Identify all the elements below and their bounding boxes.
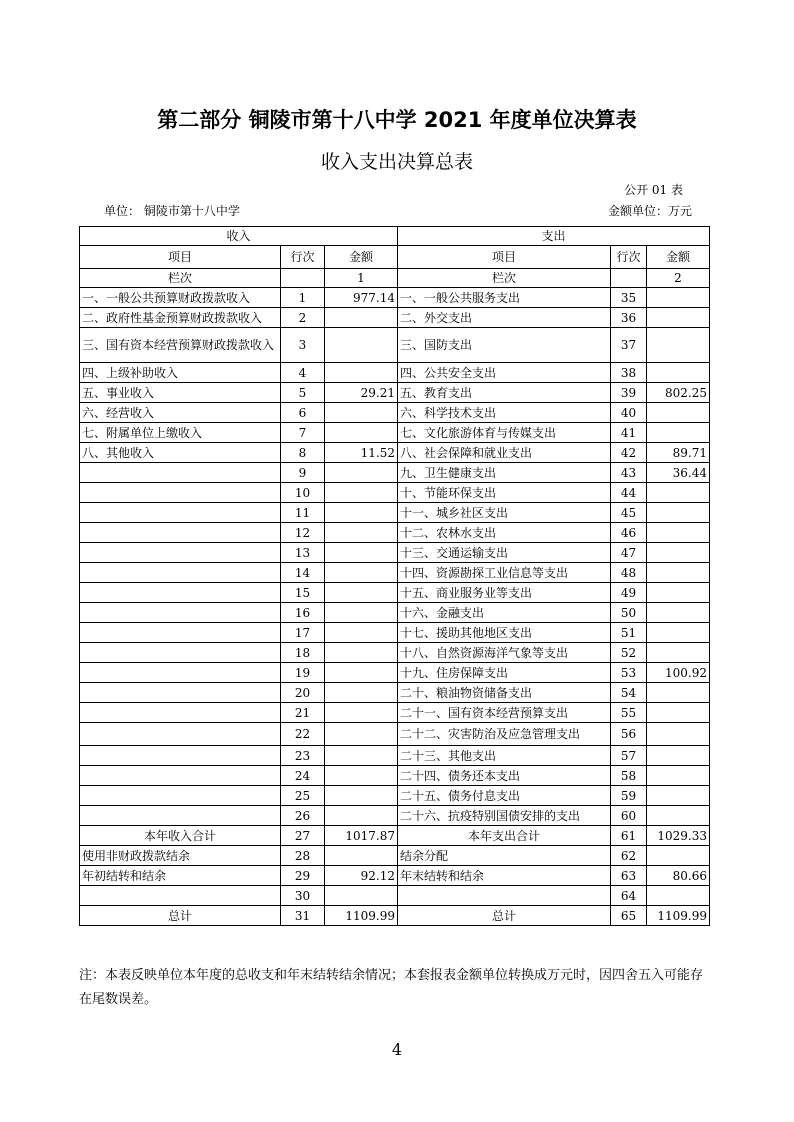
expense-row-no-cell: 39 [611,383,647,403]
expense-row-no-cell: 36 [611,308,647,328]
table-row [80,543,710,563]
income-amount-header: 金额 [325,246,398,269]
income-row-no-cell: 10 [281,483,325,503]
income-amount-cell [325,363,398,383]
expense-item-cell: 二十、粮油物资储备支出 [398,683,611,703]
expense-row-no-cell: 37 [611,328,647,363]
income-amount-cell [325,683,398,703]
expense-amount-cell [647,423,710,443]
income-amount-cell [325,503,398,523]
expense-amount-cell [647,766,710,786]
expense-row-no-cell: 57 [611,746,647,766]
expense-item-cell: 本年支出合计 [398,826,611,846]
income-item-cell: 年初结转和结余 [80,866,281,886]
expense-row-no-cell: 49 [611,583,647,603]
income-item-cell [80,503,281,523]
expense-amount-cell [647,523,710,543]
expense-item-cell: 十三、交通运输支出 [398,543,611,563]
expense-lanci-empty [611,269,647,288]
income-amount-cell [325,663,398,683]
expense-amount-cell: 802.25 [647,383,710,403]
income-amount-cell [325,643,398,663]
income-row-no-cell: 9 [281,463,325,483]
income-item-cell [80,723,281,746]
income-row-no-cell: 13 [281,543,325,563]
expense-amount-cell [647,683,710,703]
income-amount-cell [325,563,398,583]
table-row [80,443,710,463]
expense-row-no-cell: 47 [611,543,647,563]
expense-item-cell: 七、文化旅游体育与传媒支出 [398,423,611,443]
income-header: 收入 [80,227,398,246]
income-amount-cell [325,328,398,363]
expense-row-no-cell: 54 [611,683,647,703]
income-item-cell [80,806,281,826]
expense-item-cell: 五、教育支出 [398,383,611,403]
income-row-no-cell: 3 [281,328,325,363]
table-row [80,723,710,746]
expense-row-no-cell: 43 [611,463,647,483]
income-expense-table [79,226,710,926]
expense-amount-cell [647,723,710,746]
expense-item-cell: 九、卫生健康支出 [398,463,611,483]
page-title: 第二部分 铜陵市第十八中学 2021 年度单位决算表 [157,108,637,132]
expense-amount-cell: 36.44 [647,463,710,483]
income-row-no-cell: 8 [281,443,325,463]
income-lanci-label: 栏次 [80,269,281,288]
income-item-cell [80,643,281,663]
expense-row-no-cell: 65 [611,906,647,926]
expense-amount-cell: 1029.33 [647,826,710,846]
expense-amount-cell [647,503,710,523]
expense-amount-cell [647,786,710,806]
income-row-no-cell: 27 [281,826,325,846]
income-amount-cell [325,723,398,746]
expense-item-cell: 十二、农林水支出 [398,523,611,543]
table-row [80,563,710,583]
expense-amount-cell [647,563,710,583]
expense-row-no-cell: 53 [611,663,647,683]
table-row [80,786,710,806]
table-row [80,583,710,603]
expense-item-cell [398,886,611,906]
table-row [80,663,710,683]
expense-amount-cell [647,328,710,363]
expense-amount-cell: 89.71 [647,443,710,463]
income-row-no-cell: 21 [281,703,325,723]
income-item-cell [80,623,281,643]
table-row [80,906,710,926]
amount-unit-label: 金额单位：万元 [607,204,692,218]
income-amount-cell: 92.12 [325,866,398,886]
expense-amount-cell [647,703,710,723]
expense-item-cell: 一、一般公共服务支出 [398,288,611,308]
expense-item-cell: 十六、金融支出 [398,603,611,623]
income-row-no-cell: 24 [281,766,325,786]
income-row-no-cell: 7 [281,423,325,443]
income-amount-cell [325,483,398,503]
table-row [80,383,710,403]
income-item-cell [80,886,281,906]
expense-item-cell: 结余分配 [398,846,611,866]
expense-item-cell: 二十五、债务付息支出 [398,786,611,806]
income-amount-cell [325,403,398,423]
expense-item-cell: 十八、自然资源海洋气象等支出 [398,643,611,663]
income-item-cell [80,603,281,623]
expense-amount-cell: 1109.99 [647,906,710,926]
income-item-cell [80,786,281,806]
expense-amount-cell [647,886,710,906]
expense-amount-cell [647,846,710,866]
expense-amount-cell [647,543,710,563]
income-amount-cell [325,703,398,723]
income-amount-cell [325,463,398,483]
expense-row-no-cell: 58 [611,766,647,786]
income-row-no-cell: 16 [281,603,325,623]
unit-label: 单位： 铜陵市第十八中学 [104,204,240,218]
income-amount-cell [325,623,398,643]
income-row-no-cell: 5 [281,383,325,403]
expense-item-cell: 二十二、灾害防治及应急管理支出 [398,723,611,746]
income-item-cell [80,683,281,703]
table-row [80,463,710,483]
income-amount-cell [325,806,398,826]
table-row [80,683,710,703]
expense-amount-header: 金额 [647,246,710,269]
income-row-no-cell: 26 [281,806,325,826]
income-amount-cell [325,543,398,563]
form-number: 公开 01 表 [624,183,683,197]
income-row-no-cell: 31 [281,906,325,926]
income-item-cell: 五、事业收入 [80,383,281,403]
expense-item-cell: 二、外交支出 [398,308,611,328]
expense-row-no-cell: 55 [611,703,647,723]
expense-item-cell: 二十六、抗疫特别国债安排的支出 [398,806,611,826]
expense-row-no-cell: 48 [611,563,647,583]
table-row [80,308,710,328]
expense-row-no-cell: 46 [611,523,647,543]
expense-amount-cell [647,623,710,643]
expense-item-cell: 总计 [398,906,611,926]
expense-amount-cell [647,308,710,328]
expense-row-no-cell: 52 [611,643,647,663]
table-row [80,423,710,443]
income-row-no-cell: 19 [281,663,325,683]
table-row [80,523,710,543]
income-amount-cell [325,886,398,906]
expense-item-cell: 二十一、国有资本经营预算支出 [398,703,611,723]
income-amount-cell [325,746,398,766]
table-row [80,846,710,866]
expense-row-no-cell: 35 [611,288,647,308]
expense-row-no-cell: 56 [611,723,647,746]
income-amount-cell: 977.14 [325,288,398,308]
income-row-no-cell: 2 [281,308,325,328]
expense-row-no-cell: 38 [611,363,647,383]
income-item-cell: 一、一般公共预算财政拨款收入 [80,288,281,308]
expense-row-no-header: 行次 [611,246,647,269]
table-row [80,703,710,723]
expense-amount-cell [647,483,710,503]
income-item-cell: 本年收入合计 [80,826,281,846]
income-row-no-cell: 28 [281,846,325,866]
income-item-cell: 六、经营收入 [80,403,281,423]
income-row-no-cell: 12 [281,523,325,543]
expense-row-no-cell: 42 [611,443,647,463]
expense-row-no-cell: 44 [611,483,647,503]
expense-row-no-cell: 50 [611,603,647,623]
expense-item-cell: 十五、商业服务业等支出 [398,583,611,603]
expense-amount-cell [647,643,710,663]
expense-row-no-cell: 51 [611,623,647,643]
expense-row-no-cell: 62 [611,846,647,866]
income-item-cell [80,746,281,766]
income-amount-cell: 1017.87 [325,826,398,846]
income-row-no-cell: 23 [281,746,325,766]
income-item-cell: 四、上级补助收入 [80,363,281,383]
expense-row-no-cell: 40 [611,403,647,423]
expense-item-cell: 六、科学技术支出 [398,403,611,423]
expense-item-cell: 年末结转和结余 [398,866,611,886]
income-item-cell [80,523,281,543]
income-amount-cell: 1109.99 [325,906,398,926]
income-item-cell: 七、附属单位上缴收入 [80,423,281,443]
expense-row-no-cell: 45 [611,503,647,523]
income-row-no-cell: 29 [281,866,325,886]
expense-row-no-cell: 61 [611,826,647,846]
expense-amount-cell [647,288,710,308]
footnote: 注：本表反映单位本年度的总收支和年末结转结余情况；本套报表金额单位转换成万元时，因四舍五入可能存在尾数误差。 [79,968,704,1007]
income-item-cell: 二、政府性基金预算财政拨款收入 [80,308,281,328]
expense-amount-cell [647,583,710,603]
table-row [80,623,710,643]
table-row [80,866,710,886]
expense-amount-cell [647,806,710,826]
expense-item-header: 项目 [398,246,611,269]
income-row-no-cell: 1 [281,288,325,308]
table-row [80,766,710,786]
income-row-no-header: 行次 [281,246,325,269]
expense-amount-cell [647,603,710,623]
income-lanci-empty [281,269,325,288]
expense-lanci-label: 栏次 [398,269,611,288]
expense-row-no-cell: 41 [611,423,647,443]
income-amount-cell [325,766,398,786]
income-item-cell [80,463,281,483]
income-item-cell: 使用非财政拨款结余 [80,846,281,866]
income-row-no-cell: 25 [281,786,325,806]
income-row-no-cell: 18 [281,643,325,663]
income-row-no-cell: 30 [281,886,325,906]
income-item-header: 项目 [80,246,281,269]
expense-amount-cell: 100.92 [647,663,710,683]
table-row [80,603,710,623]
expense-item-cell: 二十三、其他支出 [398,746,611,766]
expense-row-no-cell: 63 [611,866,647,886]
expense-item-cell: 二十四、债务还本支出 [398,766,611,786]
income-row-no-cell: 20 [281,683,325,703]
expense-item-cell: 十七、援助其他地区支出 [398,623,611,643]
table-row [80,643,710,663]
expense-item-cell: 四、公共安全支出 [398,363,611,383]
income-item-cell: 总计 [80,906,281,926]
expense-amount-cell [647,363,710,383]
income-amount-cell [325,523,398,543]
table-row [80,483,710,503]
income-item-cell: 八、其他收入 [80,443,281,463]
income-row-no-cell: 6 [281,403,325,423]
page-number: 4 [391,1040,403,1059]
table-row [80,746,710,766]
income-item-cell [80,766,281,786]
table-row [80,288,710,308]
expense-item-cell: 三、国防支出 [398,328,611,363]
expense-row-no-cell: 64 [611,886,647,906]
expense-item-cell: 十四、资源勘探工业信息等支出 [398,563,611,583]
table-row [80,886,710,906]
income-item-cell [80,563,281,583]
table-row [80,403,710,423]
income-amount-cell [325,603,398,623]
income-amount-cell [325,846,398,866]
expense-amount-cell [647,746,710,766]
income-row-no-cell: 11 [281,503,325,523]
income-item-cell [80,483,281,503]
expense-amount-cell: 80.66 [647,866,710,886]
expense-item-cell: 八、社会保障和就业支出 [398,443,611,463]
expense-lanci-value: 2 [647,269,710,288]
expense-item-cell: 十一、城乡社区支出 [398,503,611,523]
expense-header: 支出 [398,227,710,246]
income-item-cell [80,663,281,683]
income-item-cell: 三、国有资本经营预算财政拨款收入 [80,328,281,363]
income-amount-cell: 11.52 [325,443,398,463]
income-amount-cell [325,423,398,443]
income-row-no-cell: 17 [281,623,325,643]
table-row [80,826,710,846]
table-row [80,363,710,383]
income-row-no-cell: 4 [281,363,325,383]
expense-row-no-cell: 60 [611,806,647,826]
income-item-cell [80,703,281,723]
expense-amount-cell [647,403,710,423]
income-amount-cell [325,583,398,603]
expense-item-cell: 十九、住房保障支出 [398,663,611,683]
table-row [80,328,710,363]
income-item-cell [80,583,281,603]
expense-item-cell: 十、节能环保支出 [398,483,611,503]
income-row-no-cell: 22 [281,723,325,746]
income-amount-cell [325,786,398,806]
income-row-no-cell: 15 [281,583,325,603]
income-row-no-cell: 14 [281,563,325,583]
income-amount-cell: 29.21 [325,383,398,403]
income-lanci-value: 1 [325,269,398,288]
income-amount-cell [325,308,398,328]
table-row [80,503,710,523]
income-item-cell [80,543,281,563]
table-subtitle: 收入支出决算总表 [320,151,473,173]
expense-row-no-cell: 59 [611,786,647,806]
table-row [80,806,710,826]
